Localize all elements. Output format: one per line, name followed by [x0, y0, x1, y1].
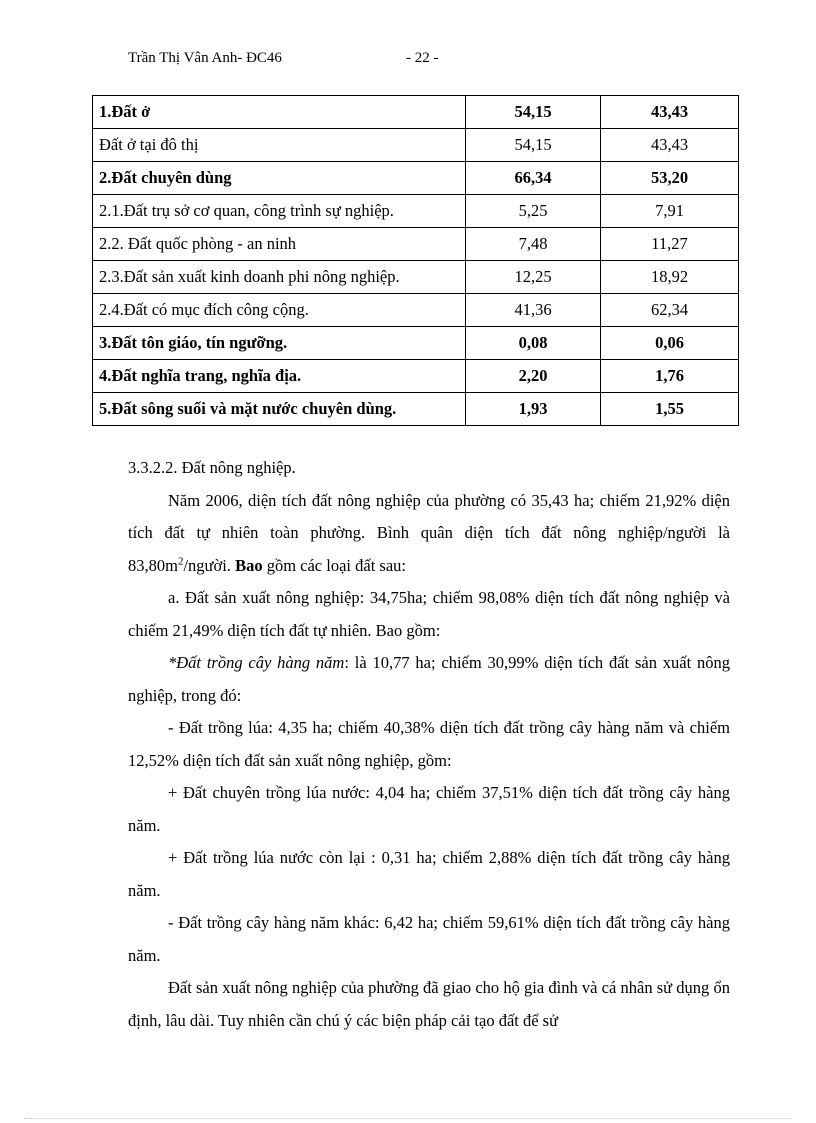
- table-row: [93, 294, 739, 327]
- table-row: [93, 129, 739, 162]
- bold-word: Bao: [235, 555, 263, 575]
- paragraph-text: Năm 2006, diện tích đất nông nghiệp của phường có 35,43 ha; chiếm 21,92% diện tích đất tự nhiên toàn phường. Bình quân diện tích đất nông nghiệp/người là 83,80m: [128, 490, 730, 575]
- value-2006: 12,25: [466, 261, 601, 294]
- land-use-table: [92, 95, 739, 426]
- row-label: 2.2. Đất quốc phòng - an ninh: [93, 228, 466, 261]
- table-row: [93, 360, 739, 393]
- paragraph-annual-crops: [128, 647, 730, 712]
- row-label: 2.3.Đất sản xuất kinh doanh phi nông nghiệp.: [93, 261, 466, 294]
- page-number: - 22 -: [406, 50, 439, 66]
- section-heading: 3.3.2.2. Đất nông nghiệp.: [128, 458, 296, 477]
- paragraph-wet-rice: + Đất chuyên trồng lúa nước: 4,04 ha; chiếm 37,51% diện tích đất trồng cây hàng năm.: [128, 783, 730, 835]
- value-percent: 18,92: [601, 261, 739, 294]
- value-percent: 7,91: [601, 195, 739, 228]
- paragraph-text: /người.: [183, 555, 236, 575]
- row-label: 1.Đất ở: [93, 96, 466, 129]
- value-2006: 54,15: [466, 96, 601, 129]
- value-2006: 1,93: [466, 393, 601, 426]
- value-2006: 7,48: [466, 228, 601, 261]
- paragraph-other-annual: - Đất trồng cây hàng năm khác: 6,42 ha; chiếm 59,61% diện tích đất trồng cây hàng năm.: [128, 913, 730, 965]
- row-label: 2.1.Đất trụ sở cơ quan, công trình sự nghiệp.: [93, 195, 466, 228]
- value-percent: 53,20: [601, 162, 739, 195]
- row-label: 4.Đất nghĩa trang, nghĩa địa.: [93, 360, 466, 393]
- table-row: [93, 195, 739, 228]
- paragraph-text: gồm các loại đất sau:: [262, 555, 406, 575]
- table-row: [93, 261, 739, 294]
- row-label: 2.Đất chuyên dùng: [93, 162, 466, 195]
- value-2006: 54,15: [466, 129, 601, 162]
- row-label: 3.Đất tôn giáo, tín ngưỡng.: [93, 327, 466, 360]
- value-percent: 0,06: [601, 327, 739, 360]
- row-label: Đất ở tại đô thị: [93, 129, 466, 162]
- value-2006: 0,08: [466, 327, 601, 360]
- value-percent: 43,43: [601, 96, 739, 129]
- value-2006: 66,34: [466, 162, 601, 195]
- value-percent: 43,43: [601, 129, 739, 162]
- italic-label: *Đất trồng cây hàng năm: [168, 653, 345, 672]
- paragraph-production-land: a. Đất sản xuất nông nghiệp: 34,75ha; chiếm 98,08% diện tích đất nông nghiệp và chiếm 21,49% diện tích đất tự nhiên. Bao gồm:: [128, 588, 730, 640]
- superscript: 2: [177, 555, 184, 567]
- value-2006: 2,20: [466, 360, 601, 393]
- paragraph-rice-land: - Đất trồng lúa: 4,35 ha; chiếm 40,38% diện tích đất trồng cây hàng năm và chiếm 12,52% diện tích đất sản xuất nông nghiệp, gồm:: [128, 718, 730, 770]
- value-2006: 41,36: [466, 294, 601, 327]
- table-row: [93, 228, 739, 261]
- table-row: [93, 393, 739, 426]
- value-percent: 62,34: [601, 294, 739, 327]
- paragraph-agricultural-overview: [128, 485, 730, 583]
- row-label: 5.Đất sông suối và mặt nước chuyên dùng.: [93, 393, 466, 426]
- table-row: [93, 327, 739, 360]
- value-percent: 1,76: [601, 360, 739, 393]
- table-row: [93, 96, 739, 129]
- value-percent: 11,27: [601, 228, 739, 261]
- body-text: [128, 452, 730, 1037]
- row-label: 2.4.Đất có mục đích công cộng.: [93, 294, 466, 327]
- running-header-author: Trần Thị Vân Anh- ĐC46: [128, 50, 282, 66]
- page-bottom-divider: [24, 1118, 792, 1119]
- value-percent: 1,55: [601, 393, 739, 426]
- table-row: [93, 162, 739, 195]
- value-2006: 5,25: [466, 195, 601, 228]
- paragraph-allocation: Đất sản xuất nông nghiệp của phường đã giao cho hộ gia đình và cá nhân sử dụng ổn định, lâu dài. Tuy nhiên cần chú ý các biện pháp cải tạo đất để sử: [128, 978, 730, 1030]
- paragraph-text: : là 10,77 ha; chiếm 30,99% diện tích đất sản xuất nông nghiệp, trong đó:: [128, 653, 730, 705]
- paragraph-remaining-rice: + Đất trồng lúa nước còn lại : 0,31 ha; chiếm 2,88% diện tích đất trồng cây hàng năm.: [128, 848, 730, 900]
